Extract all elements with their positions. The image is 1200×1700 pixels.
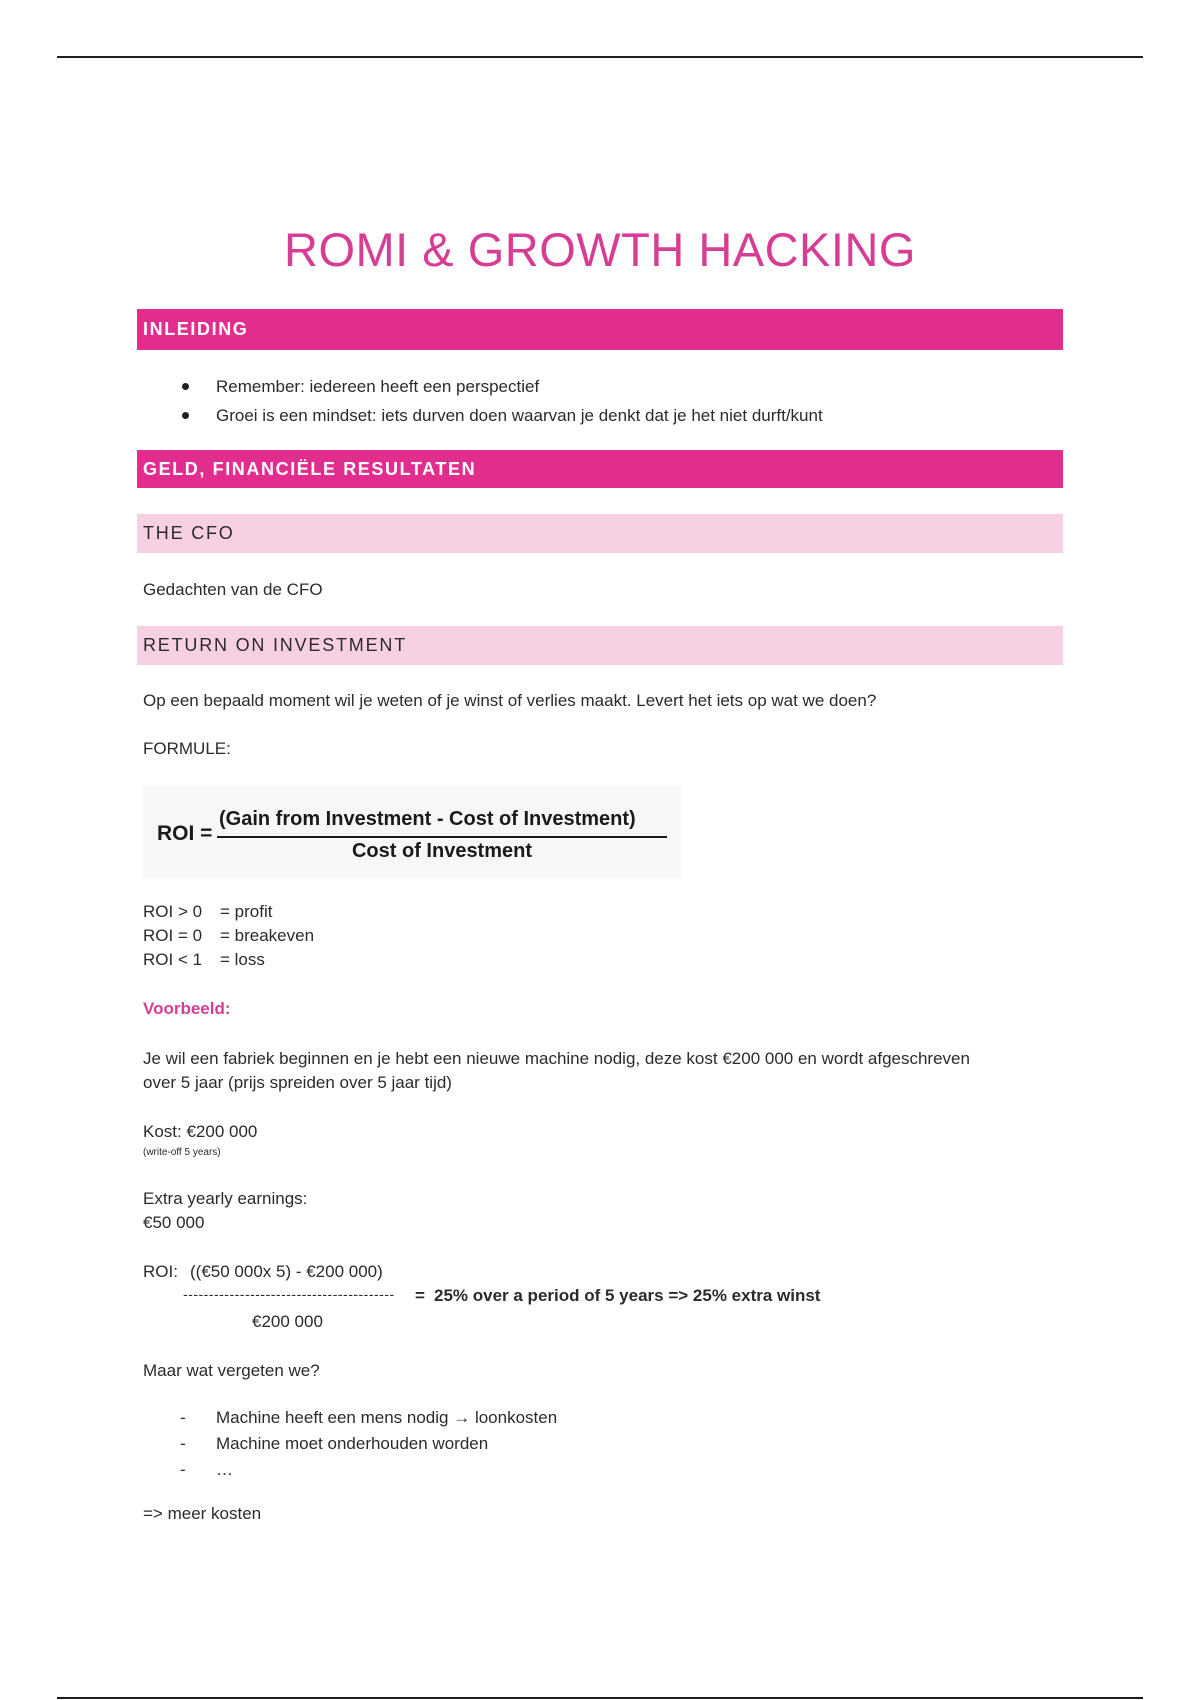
list-item: [180, 372, 823, 401]
formula-denominator: Cost of Investment: [351, 840, 533, 862]
calc-denominator: €200 000: [252, 1312, 323, 1331]
fraction-bar: [217, 836, 667, 838]
roi-rule-condition: ROI > 0: [143, 902, 203, 921]
conclusion-text: => meer kosten: [143, 1504, 262, 1523]
roi-rule-result: = profit: [220, 902, 273, 921]
list-item: [180, 1405, 557, 1431]
calc-result: 25% over a period of 5 years => 25% extra winst: [434, 1286, 821, 1305]
roi-rules: [143, 900, 314, 972]
roi-rule-result: = loss: [220, 950, 265, 969]
formula-numerator: (Gain from Investment - Cost of Investment): [219, 808, 636, 830]
section-inleiding: INLEIDING: [137, 309, 1063, 350]
roi-rule-row: [143, 900, 314, 924]
example-text-line-2: over 5 jaar (prijs spreiden over 5 jaar tijd): [143, 1073, 452, 1092]
cost-line: Kost: €200 000: [143, 1122, 258, 1141]
cost-note: (write-off 5 years): [143, 1147, 221, 1158]
roi-rule-row: [143, 948, 314, 972]
intro-bullet-text: Remember: iedereen heeft een perspectief: [216, 377, 540, 396]
intro-bullet-list: [180, 372, 823, 430]
voorbeeld-label: Voorbeeld:: [143, 999, 231, 1018]
list-item: [180, 1431, 557, 1457]
earnings-value: €50 000: [143, 1213, 205, 1232]
section-geld: GELD, FINANCIËLE RESULTATEN: [137, 450, 1063, 488]
formula-lhs: ROI =: [157, 822, 213, 845]
dash-bullet-icon: -: [180, 1460, 186, 1479]
roi-rule-condition: ROI < 1: [143, 950, 203, 969]
forgotten-text: Machine heeft een mens nodig: [216, 1408, 454, 1427]
question-text: Maar wat vergeten we?: [143, 1361, 320, 1380]
dash-bullet-icon: -: [180, 1408, 186, 1427]
calc-fraction-dashes: -----------------------------------------: [183, 1286, 395, 1302]
bottom-rule: [57, 1697, 1143, 1699]
intro-bullet-text: Groei is een mindset: iets durven doen waarvan je denkt dat je het niet durft/kunt: [216, 406, 823, 425]
calc-equals: =: [415, 1286, 425, 1305]
forgotten-text-after: loonkosten: [470, 1408, 558, 1427]
forgotten-list: [180, 1405, 557, 1483]
section-cfo: THE CFO: [137, 514, 1063, 553]
roi-rule-condition: ROI = 0: [143, 926, 203, 945]
section-roi: RETURN ON INVESTMENT: [137, 626, 1063, 665]
top-rule: [57, 56, 1143, 58]
formule-label: FORMULE:: [143, 739, 231, 758]
calc-label: ROI:: [143, 1262, 178, 1281]
list-item: [180, 401, 823, 430]
right-arrow-icon: →: [453, 1408, 471, 1427]
forgotten-text: Machine moet onderhouden worden: [216, 1434, 489, 1453]
bullet-dot-icon: [182, 412, 189, 419]
list-item: [180, 1457, 557, 1483]
earnings-label: Extra yearly earnings:: [143, 1189, 308, 1208]
bullet-dot-icon: [182, 383, 189, 390]
page-title: ROMI & GROWTH HACKING: [284, 223, 916, 276]
roi-intro-text: Op een bepaald moment wil je weten of je winst of verlies maakt. Levert het iets op wat we doen?: [143, 691, 877, 710]
cfo-text: Gedachten van de CFO: [143, 580, 323, 599]
roi-formula: [143, 786, 681, 878]
roi-rule-result: = breakeven: [220, 926, 315, 945]
dash-bullet-icon: -: [180, 1434, 186, 1453]
example-text-line-1: Je wil een fabriek beginnen en je hebt een nieuwe machine nodig, deze kost €200 000 en wordt afgeschreven: [143, 1049, 970, 1068]
calc-numerator: ((€50 000x 5) - €200 000): [190, 1262, 383, 1281]
forgotten-text: …: [216, 1460, 233, 1479]
roi-rule-row: [143, 924, 314, 948]
